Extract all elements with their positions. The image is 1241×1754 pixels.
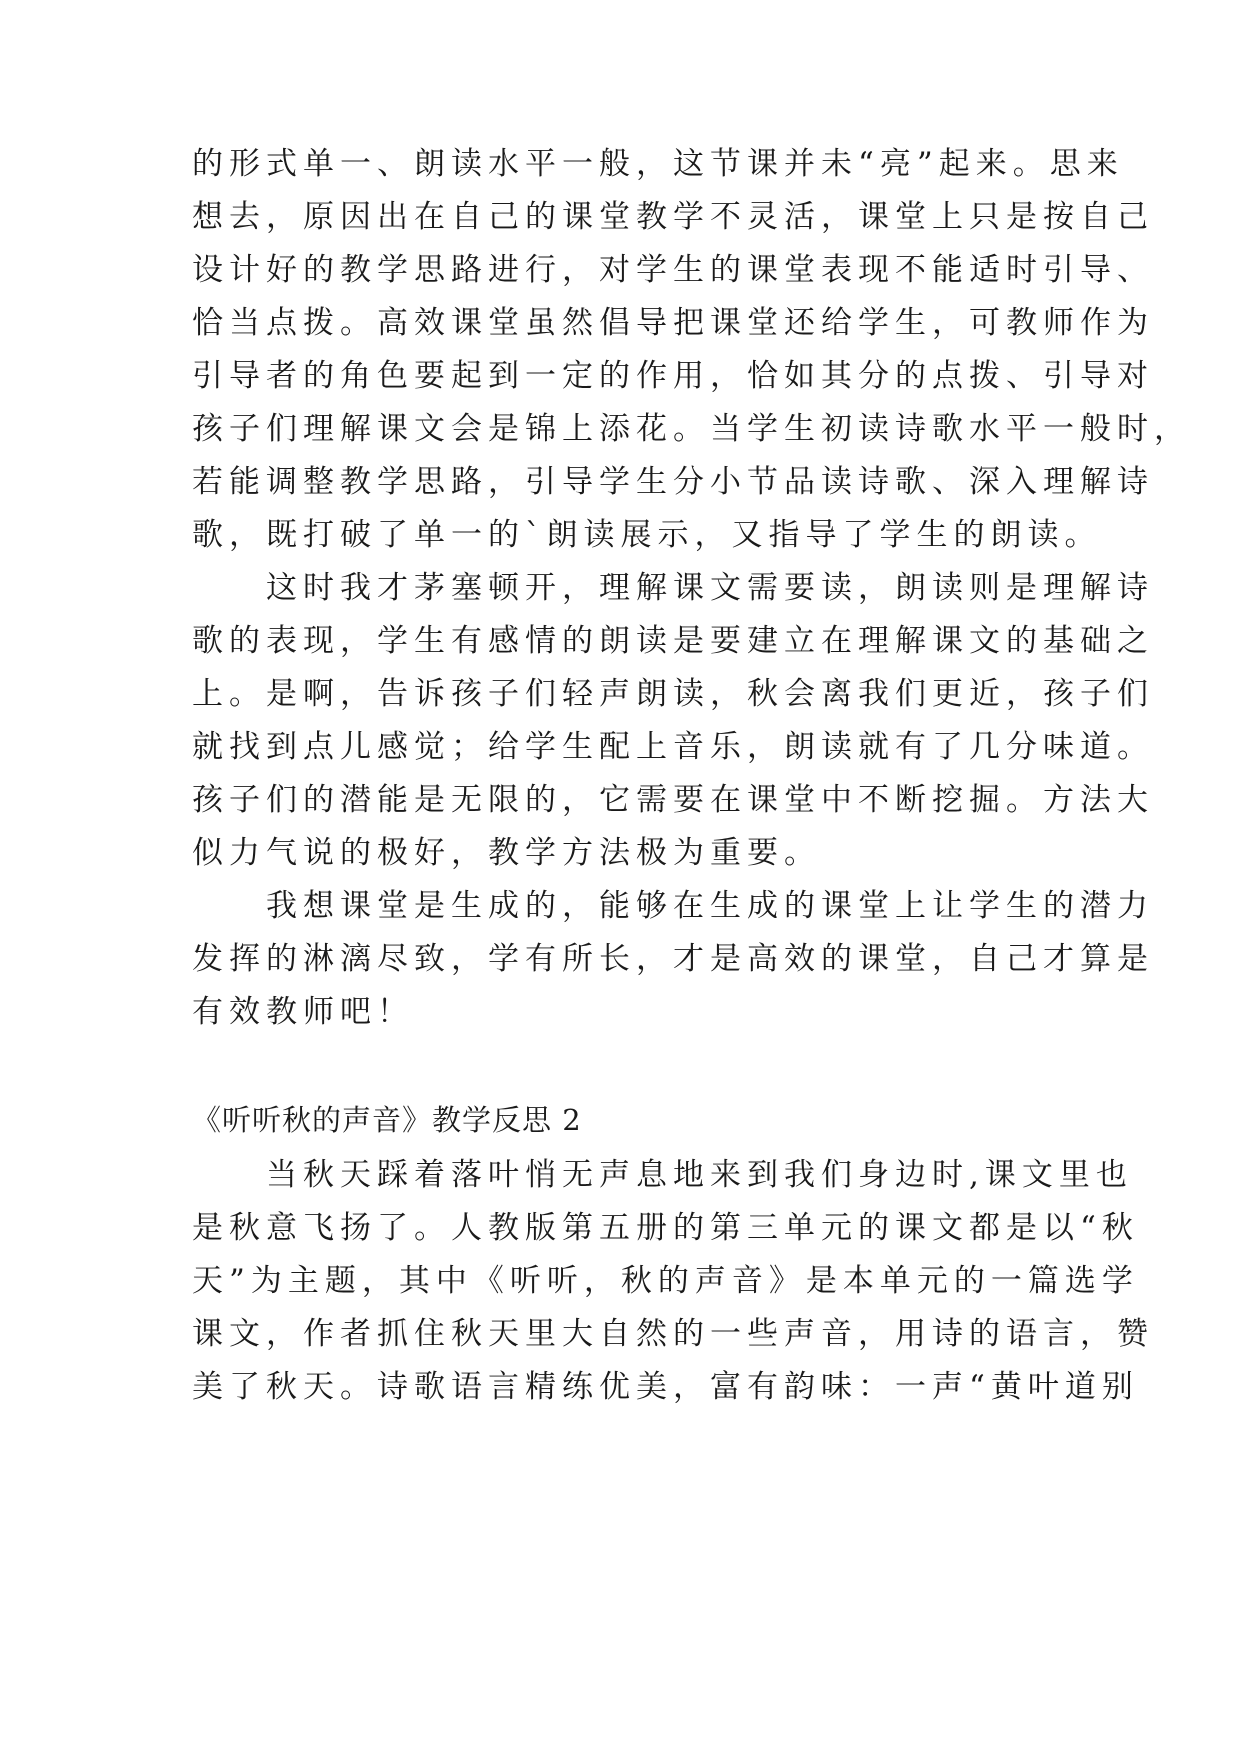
body-line: 引导者的角色要起到一定的作用，恰如其分的点拨、引导对 <box>192 358 1154 394</box>
body-line: 课文，作者抓住秋天里大自然的一些声音，用诗的语言，赞 <box>192 1316 1154 1352</box>
section-title: 《听听秋的声音》教学反思 2 <box>192 1103 582 1137</box>
body-line: 歌的表现，学生有感情的朗读是要建立在理解课文的基础之 <box>192 623 1154 659</box>
body-line: 有效教师吧！ <box>192 994 414 1030</box>
body-line: 我想课堂是生成的，能够在生成的课堂上让学生的潜力 <box>192 888 1154 924</box>
body-line: 歌，既打破了单一的`朗读展示，又指导了学生的朗读。 <box>192 517 1102 553</box>
body-line: 恰当点拨。高效课堂虽然倡导把课堂还给学生，可教师作为 <box>192 305 1154 341</box>
body-line: 若能调整教学思路，引导学生分小节品读诗歌、深入理解诗 <box>192 464 1154 500</box>
body-line: 上。是啊，告诉孩子们轻声朗读，秋会离我们更近，孩子们 <box>192 676 1154 712</box>
body-line: 美了秋天。诗歌语言精练优美，富有韵味：一声“黄叶道别 <box>192 1369 1139 1405</box>
body-line: 孩子们的潜能是无限的，它需要在课堂中不断挖掘。方法大 <box>192 782 1154 818</box>
body-line: 设计好的教学思路进行，对学生的课堂表现不能适时引导、 <box>192 252 1154 288</box>
body-line: 当秋天踩着落叶悄无声息地来到我们身边时,课文里也 <box>192 1157 1133 1193</box>
body-line: 的形式单一、朗读水平一般，这节课并未“亮”起来。思来 <box>192 146 1124 182</box>
body-line: 就找到点儿感觉；给学生配上音乐，朗读就有了几分味道。 <box>192 729 1154 765</box>
body-line: 这时我才茅塞顿开，理解课文需要读，朗读则是理解诗 <box>192 570 1154 606</box>
body-line: 天”为主题，其中《听听，秋的声音》是本单元的一篇选学 <box>192 1263 1139 1299</box>
body-line: 似力气说的极好，教学方法极为重要。 <box>192 835 821 871</box>
body-line: 是秋意飞扬了。人教版第五册的第三单元的课文都是以“秋 <box>192 1210 1139 1246</box>
body-line: 发挥的淋漓尽致，学有所长，才是高效的课堂，自己才算是 <box>192 941 1154 977</box>
body-line: 想去，原因出在自己的课堂教学不灵活，课堂上只是按自己 <box>192 199 1154 235</box>
body-line: 孩子们理解课文会是锦上添花。当学生初读诗歌水平一般时， <box>192 411 1191 447</box>
